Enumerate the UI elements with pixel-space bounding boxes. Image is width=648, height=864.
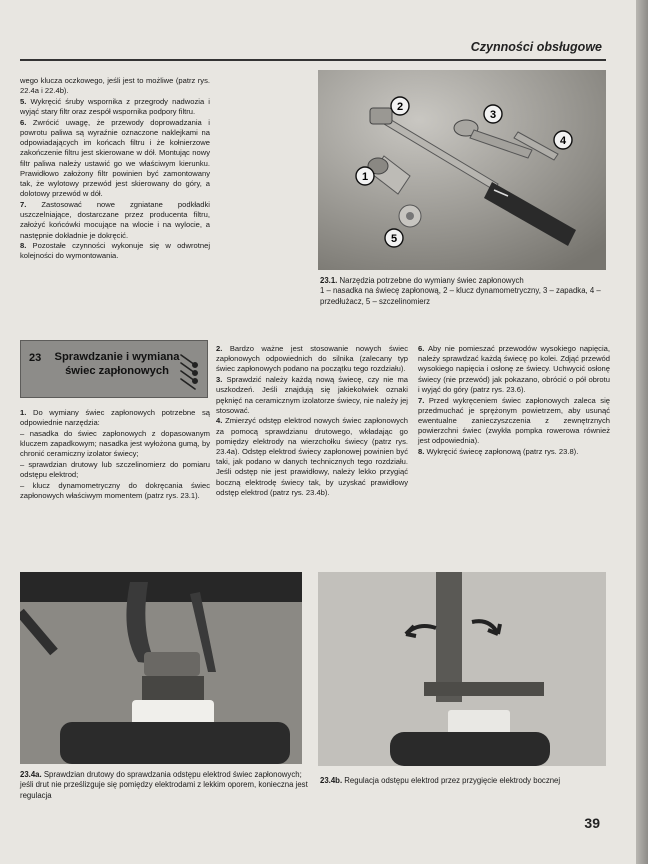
- paragraph-text: Aby nie pomieszać przewodów wysokiego napięcia, należy sprawdzać każdą świecę po kolei. Zdjąć przewód wysokiego napięcia i osłonę ze świecy. Uchwycić osłonę świecy (nie przewód) jak pokazano, obrócić o pół obrotu i wyjąć do góry (patrz rys. 23.6).: [418, 344, 610, 394]
- feeler-gauge-shape: [399, 205, 421, 227]
- paragraph-text: Bardzo ważne jest stosowanie nowych świec zapłonowych odpowiednich do silnika (zalecany typ świec zapłonowych podano na początku tego rozdziału).: [216, 344, 408, 374]
- paragraph-text: Wykręcić śruby wspornika z przegrody nadwozia i wyjąć stary filtr oraz zespół wspornika podpory filtru.: [20, 96, 210, 117]
- paragraph: [216, 375, 408, 416]
- step-number: 4.: [216, 416, 226, 426]
- paragraph-text: Do wymiany świec zapłonowych potrzebne są odpowiednie narzędzia:: [20, 408, 210, 428]
- callout-2: 2: [396, 101, 404, 113]
- caption-fig-23-1-number: 23.1.: [320, 276, 338, 285]
- paragraph-text: Zwrócić uwagę, że przewody doprowadzania i powrotu paliwa są wyraźnie oznaczone naklejkami na odpowiadających im końcach filtru i że kołnierzowe zakończenie filtru jest skierowane w dół. Montując nowy filtr paliwa należy ustawić go we właściwym kierunku. Prawidłowo założony filtr powinien być zamontowany tak, że wylotowy przewód jest skierowany do góry, a dolotowy przewód w dół.: [20, 117, 210, 199]
- text-column-1-bottom: [20, 408, 210, 502]
- paragraph: [418, 344, 610, 395]
- step-number: 3.: [216, 375, 227, 385]
- callout-3: 3: [489, 109, 497, 121]
- callout-4: 4: [559, 135, 567, 147]
- step-number: 2.: [216, 344, 230, 353]
- paragraph: [20, 481, 210, 501]
- paragraph-text: Zastosować nowe zgniatane podkładki uszczelniające, dostarczane przez producenta filtru, założyć końcówki mocujące na wlocie i na wylocie, a następnie dokładnie je dokręcić.: [20, 199, 210, 240]
- paragraph: [20, 200, 210, 241]
- photo-tools: [318, 70, 606, 270]
- paragraph-text: Przed wykręceniem świec zapłonowych zaleca się przedmuchać je sprężonym powietrzem, aby usunąć ewentualne zanieczyszczenia z zewnętrznych powierzchni świec (zwykła pompka rowerowa również jest odpowiednia).: [418, 395, 610, 446]
- caption-fig-23-4a-number: 23.4a.: [20, 770, 42, 779]
- step-number: 5.: [20, 96, 31, 106]
- text-column-3: [418, 344, 610, 458]
- paragraph: [216, 416, 408, 498]
- paragraph: [20, 76, 210, 96]
- photo-gap-check: [20, 572, 302, 764]
- caption-fig-23-1-legend: 1 – nasadka na świecę zapłonową, 2 – klucz dynamometryczny, 3 – zapadka, 4 – przedłużacz, 5 – szczelinomierz: [320, 286, 601, 306]
- paragraph: [418, 396, 610, 447]
- caption-fig-23-4a-text: Sprawdzian drutowy do sprawdzania odstępu elektrod świec zapłonowych; jeśli drut nie prześlizguje się pomiędzy elektrodami z lekkim oporem, konieczna jest regulacja: [20, 770, 308, 800]
- step-number: 8.: [418, 447, 427, 457]
- caption-fig-23-4b-text: Regulacja odstępu elektrod przez przygięcie elektrody bocznej: [344, 776, 561, 785]
- paragraph: [216, 344, 408, 375]
- paragraph: [20, 118, 210, 200]
- paragraph: [20, 429, 210, 460]
- paragraph: [418, 447, 610, 457]
- step-number: 7.: [20, 199, 42, 209]
- photo-gap-adjust: [318, 572, 606, 766]
- spanner-difficulty-icon: [177, 349, 199, 391]
- paragraph-text: Zmierzyć odstęp elektrod nowych świec zapłonowych za pomocą sprawdzianu drutowego, wkładając go pomiędzy elektrody na wierzchołku świecy (patrz rys. 23.4a). Odstęp elektrod świecy zapłonowej powinien być taki, jak podano w danych technicznych tego rozdziału. Jeśli odstęp nie jest prawidłowy, należy lekko przygiąć boczną elektrodę świecy tak, by uzyskać prawidłowy odstęp elektrod (patrz rys. 23.4b).: [216, 416, 408, 497]
- paragraph-text: Wykręcić świecę zapłonową (patrz rys. 23.8).: [426, 447, 579, 457]
- section-heading-box: [20, 340, 208, 398]
- paragraph-text: Pozostałe czynności wykonuje się w odwrotnej kolejności do wymontowania.: [20, 241, 211, 261]
- text-column-2: [216, 344, 408, 499]
- text-column-1-top: [20, 76, 210, 262]
- step-number: 1.: [20, 408, 33, 417]
- step-number: 6.: [418, 344, 428, 353]
- page-number: 39: [584, 815, 600, 831]
- step-number: 7.: [418, 395, 429, 405]
- section-number: 23: [29, 352, 42, 364]
- paragraph-text: – sprawdzian drutowy lub szczelinomierz do pomiaru odstępu elektrod;: [20, 460, 210, 480]
- callout-5: 5: [390, 233, 398, 245]
- caption-fig-23-1-title: Narzędzia potrzebne do wymiany świec zapłonowych: [339, 276, 524, 285]
- running-header: Czynności obsługowe: [470, 40, 602, 54]
- paragraph-text: wego klucza oczkowego, jeśli jest to możliwe (patrz rys. 22.4a i 22.4b).: [20, 76, 210, 96]
- paragraph-text: – nasadka do świec zapłonowych z dopasowanym kluczem zapadkowym; nasadka jest wyłożona gumą, by chronić ceramiczny izolator świecy;: [20, 428, 210, 459]
- paragraph: [20, 97, 210, 117]
- callout-1: 1: [361, 171, 369, 183]
- section-title: Sprawdzanie i wymiana świec zapłonowych: [54, 351, 180, 377]
- caption-fig-23-4b: [320, 776, 610, 786]
- paragraph: [20, 241, 210, 261]
- step-number: 6.: [20, 117, 33, 127]
- paragraph: [20, 460, 210, 480]
- paragraph-text: – klucz dynamometryczny do dokręcania świec zapłonowych właściwym momentem (patrz rys. 23.1).: [20, 480, 210, 501]
- paragraph-text: Sprawdzić należy każdą nową świecę, czy nie ma uszkodzeń. Jeśli znajdują się jakiekolwiek oznaki pęknięć na ceramicznym izolatorze świecy, nie należy jej stosować.: [216, 375, 408, 415]
- page-edge-shadow: [636, 0, 648, 864]
- header-rule: [20, 59, 606, 61]
- caption-fig-23-4a: [20, 770, 310, 801]
- caption-fig-23-4b-number: 23.4b.: [320, 776, 343, 785]
- step-number: 8.: [20, 241, 33, 251]
- paragraph: [20, 408, 210, 428]
- caption-fig-23-1: [320, 276, 610, 307]
